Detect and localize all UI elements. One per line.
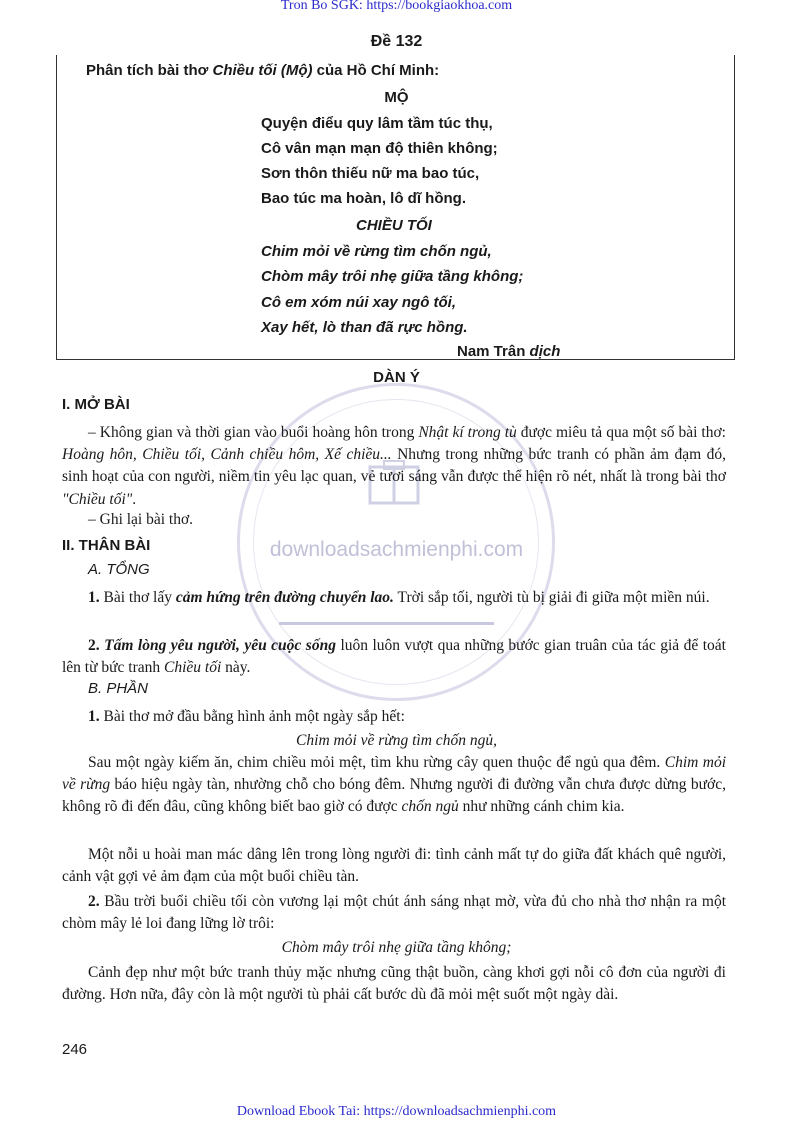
intro-note: – Ghi lại bài thơ.	[88, 511, 194, 528]
outline-title: DÀN Ý	[373, 369, 420, 386]
exam-number: Đề 132	[370, 33, 423, 50]
analysis-paragraph-2: Một nỗi u hoài man mác dâng lên trong lòng người đi: tình cảnh mất tự do giữa đất khách quê người, cảnh vật gợi vẻ ảm đạm của một buổi chiều tàn.	[62, 846, 726, 886]
section-heading-intro: I. MỞ BÀI	[62, 396, 130, 413]
original-poem-line: Sơn thôn thiếu nữ ma bao túc,	[261, 165, 480, 182]
prompt-line: Phân tích bài thơ Chiều tối (Mộ) của Hồ Chí Minh:	[86, 62, 440, 79]
overview-point-1: 1. Bài thơ lấy cảm hứng trên đường chuyển lao. Trời sắp tối, người tù bị giải đi giữa một miền núi.	[88, 589, 710, 606]
overview-point-2: 2. Tấm lòng yêu người, yêu cuộc sống luôn luôn vượt qua những bước gian truân của tác giả để toát lên từ bức tranh Chiều tối này.	[62, 637, 726, 677]
original-poem-line: Bao túc ma hoàn, lô dĩ hồng.	[261, 190, 466, 207]
watermark-text: downloadsachmienphi.com	[269, 538, 524, 561]
analysis-point-1: 1. Bài thơ mở đầu bằng hình ảnh một ngày sắp hết:	[88, 708, 405, 725]
analysis-paragraph-3: Cảnh đẹp như một bức tranh thủy mặc nhưng cũng thật buồn, càng khơi gợi nỗi cô đơn của người đi đường. Hơn nữa, đây còn là một người tù phải cất bước dù đã mỏi mệt suốt một ngày dài.	[62, 964, 726, 1004]
translator-credit: Nam Trân dịch	[457, 343, 561, 360]
translated-poem-title: CHIỀU TỐI	[356, 217, 432, 234]
analysis-paragraph-1: Sau một ngày kiếm ăn, chim chiều mỏi mệt, tìm khu rừng cây quen thuộc để ngủ qua đêm. Chim mỏi về rừng báo hiệu ngày tàn, nhường chỗ cho bóng đêm. Nhưng người đi đường vẫn chưa được dừng bước, không rõ đi đến đâu, cũng không biết bao giờ có được chốn ngủ như những cánh chim kia.	[62, 754, 726, 816]
quoted-verse-2: Chòm mây trôi nhẹ giữa tầng không;	[281, 939, 512, 956]
page-number: 246	[62, 1041, 88, 1058]
translated-poem-line: Cô em xóm núi xay ngô tối,	[261, 294, 457, 311]
translated-poem-line: Chòm mây trôi nhẹ giữa tầng không;	[261, 268, 524, 285]
footer-link[interactable]: Download Ebook Tai: https://downloadsachmienphi.com	[236, 1104, 557, 1119]
quoted-verse-1: Chim mỏi về rừng tìm chốn ngủ,	[296, 732, 497, 749]
subheading-analysis: B. PHẦN	[88, 680, 149, 697]
subheading-overview: A. TỔNG	[88, 561, 150, 578]
translated-poem-line: Chim mỏi về rừng tìm chốn ngủ,	[261, 243, 492, 260]
header-link[interactable]: Tron Bo SGK: https://bookgiaokhoa.com	[280, 0, 513, 13]
watermark-bar	[279, 622, 494, 625]
original-poem-line: Quyện điểu quy lâm tầm túc thụ,	[261, 115, 493, 132]
section-heading-body: II. THÂN BÀI	[62, 537, 151, 554]
translated-poem-line: Xay hết, lò than đã rực hồng.	[261, 319, 468, 336]
original-poem-line: Cô vân mạn mạn độ thiên không;	[261, 140, 498, 157]
original-poem-title: MỘ	[384, 89, 409, 106]
intro-paragraph: – Không gian và thời gian vào buổi hoàng hôn trong Nhật kí trong tù được miêu tả qua một số bài thơ: Hoàng hôn, Chiều tối, Cảnh chiều hôm, Xế chiều... Nhưng trong những bức tranh có phần ảm đạm đó, sinh hoạt của con người, niềm tin yêu lạc quan, vẻ tươi sáng vẫn được thể hiện rõ nét, nhất là trong bài thơ "Chiều tối".	[62, 424, 726, 508]
analysis-point-2: 2. Bầu trời buổi chiều tối còn vương lại một chút ánh sáng nhạt mờ, vừa đủ cho nhà thơ nhận ra một chòm mây lẻ loi đang lững lờ trôi:	[62, 893, 726, 933]
